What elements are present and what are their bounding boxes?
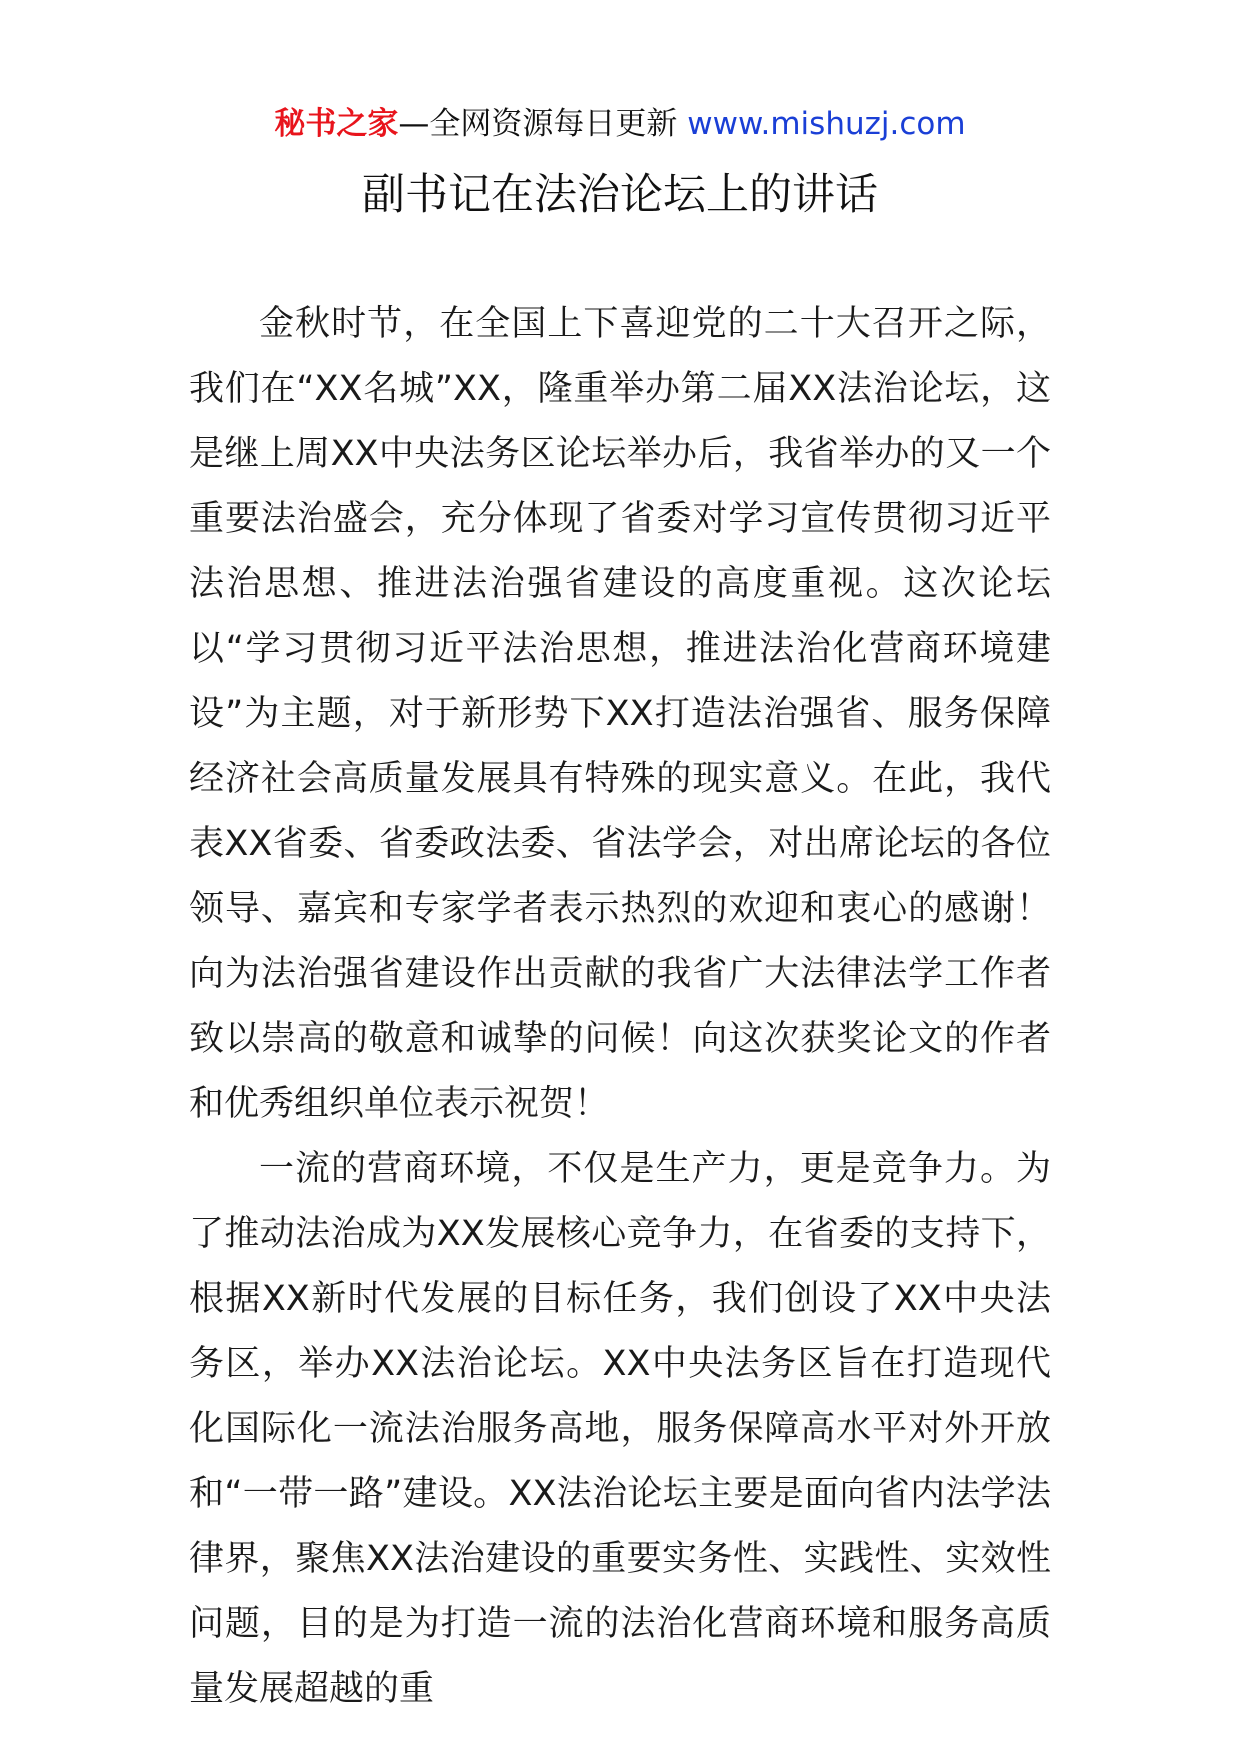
site-header [0, 100, 1240, 148]
paragraph: 金秋时节，在全国上下喜迎党的二十大召开之际，我们在“XX名城”XX，隆重举办第二届XX法治论坛，这是继上周XX中央法务区论坛举办后，我省举办的又一个重要法治盛会，充分体现了省委对学习宣传贯彻习近平法治思想、推进法治强省建设的高度重视。这次论坛以“学习贯彻习近平法治思想，推进法治化营商环境建设”为主题，对于新形势下XX打造法治强省、服务保障经济社会高质量发展具有特殊的现实意义。在此，我代表XX省委、省委政法委、省法学会，对出席论坛的各位领导、嘉宾和专家学者表示热烈的欢迎和衷心的感谢！向为法治强省建设作出贡献的我省广大法律法学工作者致以崇高的敬意和诚挚的问候！向这次获奖论文的作者和优秀组织单位表示祝贺！ [189, 304, 1051, 1124]
brand-name: 秘书之家 [274, 106, 399, 142]
document-title: 副书记在法治论坛上的讲话 [362, 170, 878, 220]
paragraph: 一流的营商环境，不仅是生产力，更是竞争力。为了推动法治成为XX发展核心竞争力，在省委的支持下，根据XX新时代发展的目标任务，我们创设了XX中央法务区，举办XX法治论坛。XX中央法务区旨在打造现代化国际化一流法治服务高地，服务保障高水平对外开放和“一带一路”建设。XX法治论坛主要是面向省内法学法律界，聚焦XX法治建设的重要实务性、实践性、实效性问题，目的是为打造一流的法治化营商环境和服务高质量发展超越的重 [189, 1149, 1051, 1709]
document-body [189, 292, 1051, 1722]
site-url-link[interactable]: www.mishuzj.com [687, 106, 966, 142]
header-tagline: —全网资源每日更新 [398, 106, 688, 142]
